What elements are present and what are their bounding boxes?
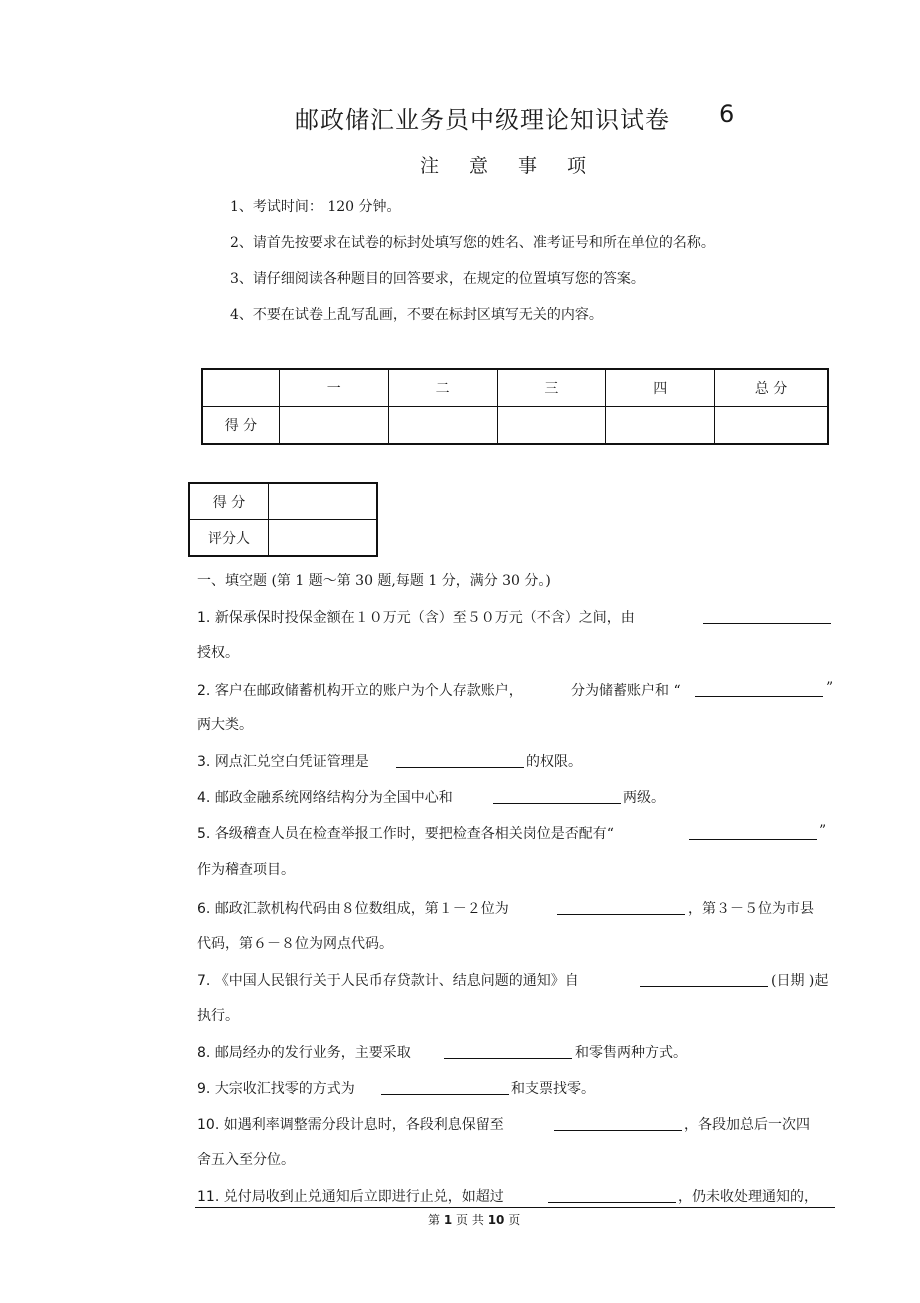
question-11 [197, 1186, 504, 1206]
question-text: ” [819, 823, 827, 839]
question-8 [197, 1042, 411, 1062]
footer-text: 第 [428, 1213, 441, 1227]
notice-heading: 注意事项 [420, 155, 617, 177]
question-number: 11. [197, 1189, 220, 1205]
question-5 [197, 823, 614, 843]
question-text: 的权限。 [526, 754, 582, 770]
score-cell[interactable] [606, 407, 715, 445]
question-text: (日期 )起 [771, 973, 829, 989]
question-text: 大宗收汇找零的方式为 [214, 1081, 355, 1097]
question-text: ，各段加总后一次四 [684, 1117, 810, 1133]
question-number: 6. [197, 901, 211, 917]
answer-blank[interactable] [703, 609, 831, 624]
question-number: 3. [197, 754, 211, 770]
section-title: 一、填空题 (第 1 题～第 30 题,每题 1 分，满分 30 分。) [197, 573, 551, 589]
question-text: 邮政金融系统网络结构分为全国中心和 [214, 790, 453, 806]
section-score-label: 得 分 [189, 483, 269, 520]
rule-item: 1、考试时间： 120 分钟。 [230, 199, 401, 215]
score-header-2: 二 [388, 369, 497, 407]
footer-text: 页 共 [456, 1213, 484, 1227]
grader-label: 评分人 [189, 520, 269, 557]
question-text: 《中国人民银行关于人民币存贷款计、结息问题的通知》自 [214, 973, 579, 989]
question-text: 分为储蓄账户和 “ [571, 683, 681, 699]
answer-blank[interactable] [381, 1080, 509, 1095]
question-number: 8. [197, 1045, 211, 1061]
score-header-3: 三 [497, 369, 606, 407]
question-number: 2. [197, 683, 211, 699]
footer-text: 页 [508, 1213, 521, 1227]
answer-blank[interactable] [689, 825, 817, 840]
question-2 [197, 680, 523, 700]
score-table [201, 368, 829, 445]
section-score-row [189, 483, 377, 520]
score-header-4: 四 [606, 369, 715, 407]
score-row-label: 得 分 [202, 407, 279, 445]
score-header-total: 总 分 [715, 369, 828, 407]
question-continuation: 代码，第６－８位为网点代码。 [197, 936, 393, 952]
question-4 [197, 787, 453, 807]
answer-blank[interactable] [554, 1116, 682, 1131]
question-10 [197, 1114, 504, 1134]
answer-blank[interactable] [557, 900, 685, 915]
question-continuation: 执行。 [197, 1008, 239, 1024]
question-text: 和零售两种方式。 [575, 1045, 687, 1061]
page-footer [428, 1211, 520, 1228]
question-text: 各级稽查人员在检查举报工作时，要把检查各相关岗位是否配有“ [214, 826, 614, 842]
question-number: 10. [197, 1117, 220, 1133]
question-text: 新保承保时投保金额在１０万元（含）至５０万元（不含）之间，由 [214, 610, 635, 626]
question-text: 两级。 [623, 790, 665, 806]
answer-blank[interactable] [695, 682, 823, 697]
question-7 [197, 970, 579, 990]
page-total: 10 [487, 1213, 505, 1227]
answer-blank[interactable] [548, 1188, 676, 1203]
score-header-blank [202, 369, 279, 407]
question-text: ，第３－５位为市县 [688, 901, 814, 917]
question-text: 兑付局收到止兑通知后立即进行止兑，如超过 [223, 1189, 504, 1205]
question-number: 7. [197, 973, 211, 989]
question-6 [197, 898, 509, 918]
score-cell-total[interactable] [715, 407, 828, 445]
question-1 [197, 607, 635, 627]
grader-cell[interactable] [269, 520, 378, 557]
score-table-header-row [202, 369, 828, 407]
score-header-1: 一 [279, 369, 388, 407]
question-number: 1. [197, 610, 211, 626]
score-cell[interactable] [497, 407, 606, 445]
question-continuation: 两大类。 [197, 717, 253, 733]
section-score-table [188, 482, 378, 557]
question-continuation: 授权。 [197, 645, 239, 661]
answer-blank[interactable] [396, 753, 524, 768]
rule-item: 3、请仔细阅读各种题目的回答要求，在规定的位置填写您的答案。 [230, 271, 645, 287]
answer-blank[interactable] [640, 972, 768, 987]
question-text: 邮局经办的发行业务，主要采取 [214, 1045, 411, 1061]
question-text: ” [826, 680, 834, 696]
score-table-row [202, 407, 828, 445]
question-3 [197, 751, 369, 771]
question-text: 如遇利率调整需分段计息时，各段利息保留至 [223, 1117, 504, 1133]
score-cell[interactable] [279, 407, 388, 445]
question-text: 邮政汇款机构代码由８位数组成，第１－２位为 [214, 901, 509, 917]
section-score-cell[interactable] [269, 483, 378, 520]
rule-item: 2、请首先按要求在试卷的标封处填写您的姓名、准考证号和所在单位的名称。 [230, 235, 715, 251]
question-text: 网点汇兑空白凭证管理是 [214, 754, 369, 770]
question-text: ，仍未收处理通知的， [678, 1189, 818, 1205]
score-cell[interactable] [388, 407, 497, 445]
footer-divider [195, 1207, 835, 1208]
exam-title: 邮政储汇业务员中级理论知识试卷 [295, 106, 670, 134]
question-continuation: 作为稽查项目。 [197, 862, 295, 878]
page-number: 1 [443, 1213, 453, 1227]
question-text: 和支票找零。 [511, 1081, 595, 1097]
grader-row [189, 520, 377, 557]
question-continuation: 舍五入至分位。 [197, 1152, 295, 1168]
answer-blank[interactable] [444, 1044, 572, 1059]
question-number: 9. [197, 1081, 211, 1097]
exam-number: 6 [719, 100, 735, 128]
question-9 [197, 1078, 355, 1098]
question-text: 客户在邮政储蓄机构开立的账户为个人存款账户， [214, 683, 523, 699]
question-number: 5. [197, 826, 211, 842]
rule-item: 4、不要在试卷上乱写乱画，不要在标封区填写无关的内容。 [230, 307, 603, 323]
answer-blank[interactable] [493, 789, 621, 804]
question-number: 4. [197, 790, 211, 806]
